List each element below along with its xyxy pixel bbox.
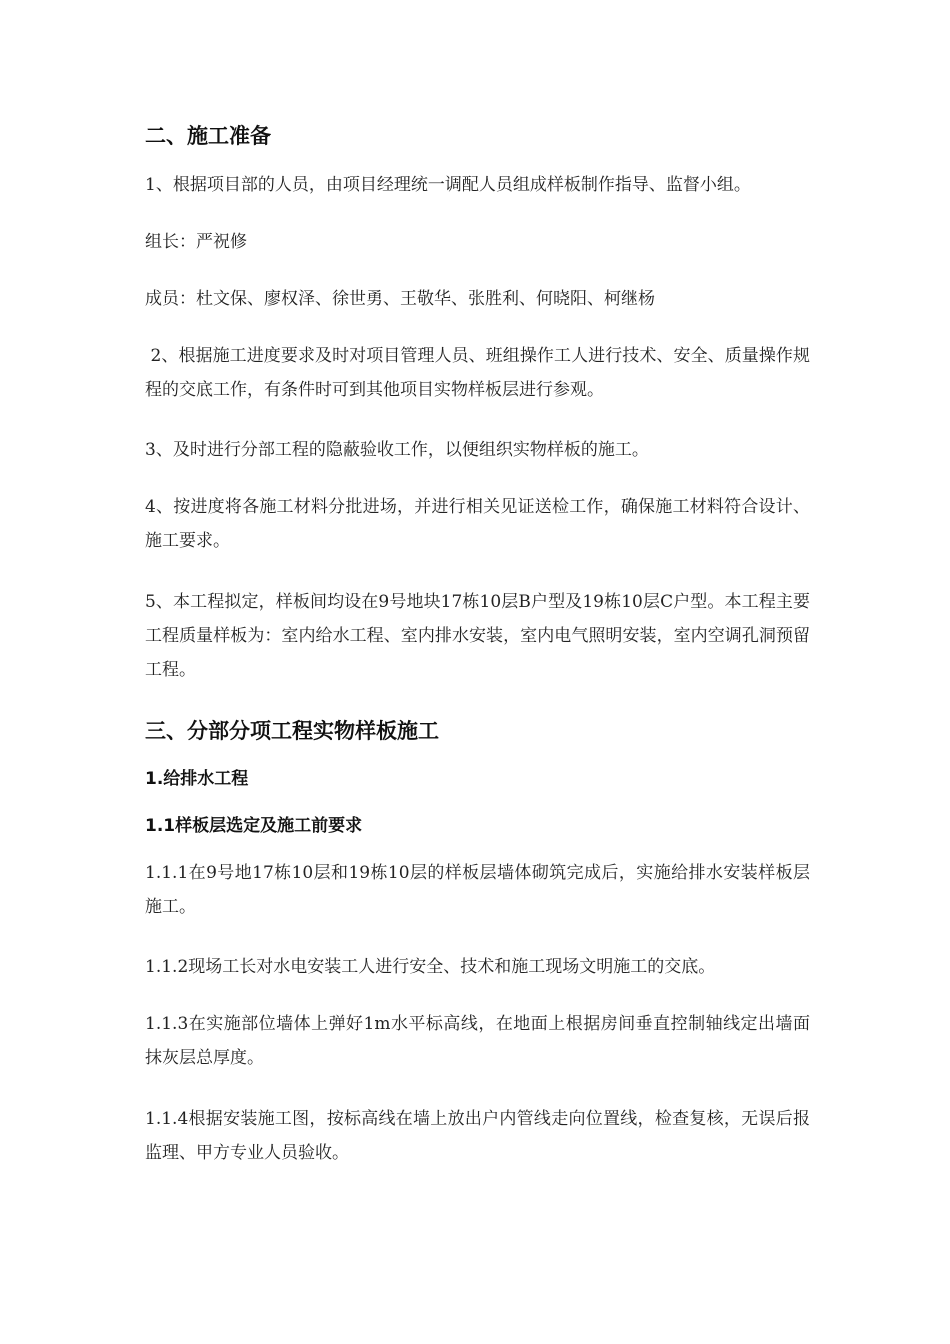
paragraph-3: 3、及时进行分部工程的隐蔽验收工作，以便组织实物样板的施工。 <box>145 440 649 460</box>
team-leader-line: 组长：严祝修 <box>145 232 247 252</box>
item-1-1-2: 1.1.2现场工长对水电安装工人进行安全、技术和施工现场文明施工的交底。 <box>145 957 716 977</box>
subheading-sample-floor-selection: 1.1样板层选定及施工前要求 <box>145 816 363 836</box>
section-heading-sample-construction: 三、分部分项工程实物样板施工 <box>145 719 439 743</box>
paragraph-4: 4、按进度将各施工材料分批进场，并进行相关见证送检工作，确保施工材料符合设计、施工要求。 <box>145 497 810 551</box>
section-heading-preparation: 二、施工准备 <box>145 124 271 148</box>
item-1-1-4: 1.1.4根据安装施工图，按标高线在墙上放出户内管线走向位置线，检查复核，无误后报监理、甲方专业人员验收。 <box>145 1109 810 1163</box>
paragraph-2: 2、根据施工进度要求及时对项目管理人员、班组操作工人进行技术、安全、质量操作规程的交底工作，有条件时可到其他项目实物样板层进行参观。 <box>145 346 810 400</box>
subheading-water-supply-drainage: 1.给排水工程 <box>145 769 249 789</box>
paragraph-5: 5、本工程拟定，样板间均设在9号地块17栋10层B户型及19栋10层C户型。本工程主要工程质量样板为：室内给水工程、室内排水安装，室内电气照明安装，室内空调孔洞预留工程。 <box>145 592 810 680</box>
paragraph-1: 1、根据项目部的人员，由项目经理统一调配人员组成样板制作指导、监督小组。 <box>145 175 751 195</box>
team-members-line: 成员：杜文保、廖权泽、徐世勇、王敬华、张胜利、何晓阳、柯继杨 <box>145 289 655 309</box>
item-1-1-1: 1.1.1在9号地17栋10层和19栋10层的样板层墙体砌筑完成后，实施给排水安装样板层施工。 <box>145 863 810 917</box>
item-1-1-3: 1.1.3在实施部位墙体上弹好1m水平标高线，在地面上根据房间垂直控制轴线定出墙面抹灰层总厚度。 <box>145 1014 810 1068</box>
